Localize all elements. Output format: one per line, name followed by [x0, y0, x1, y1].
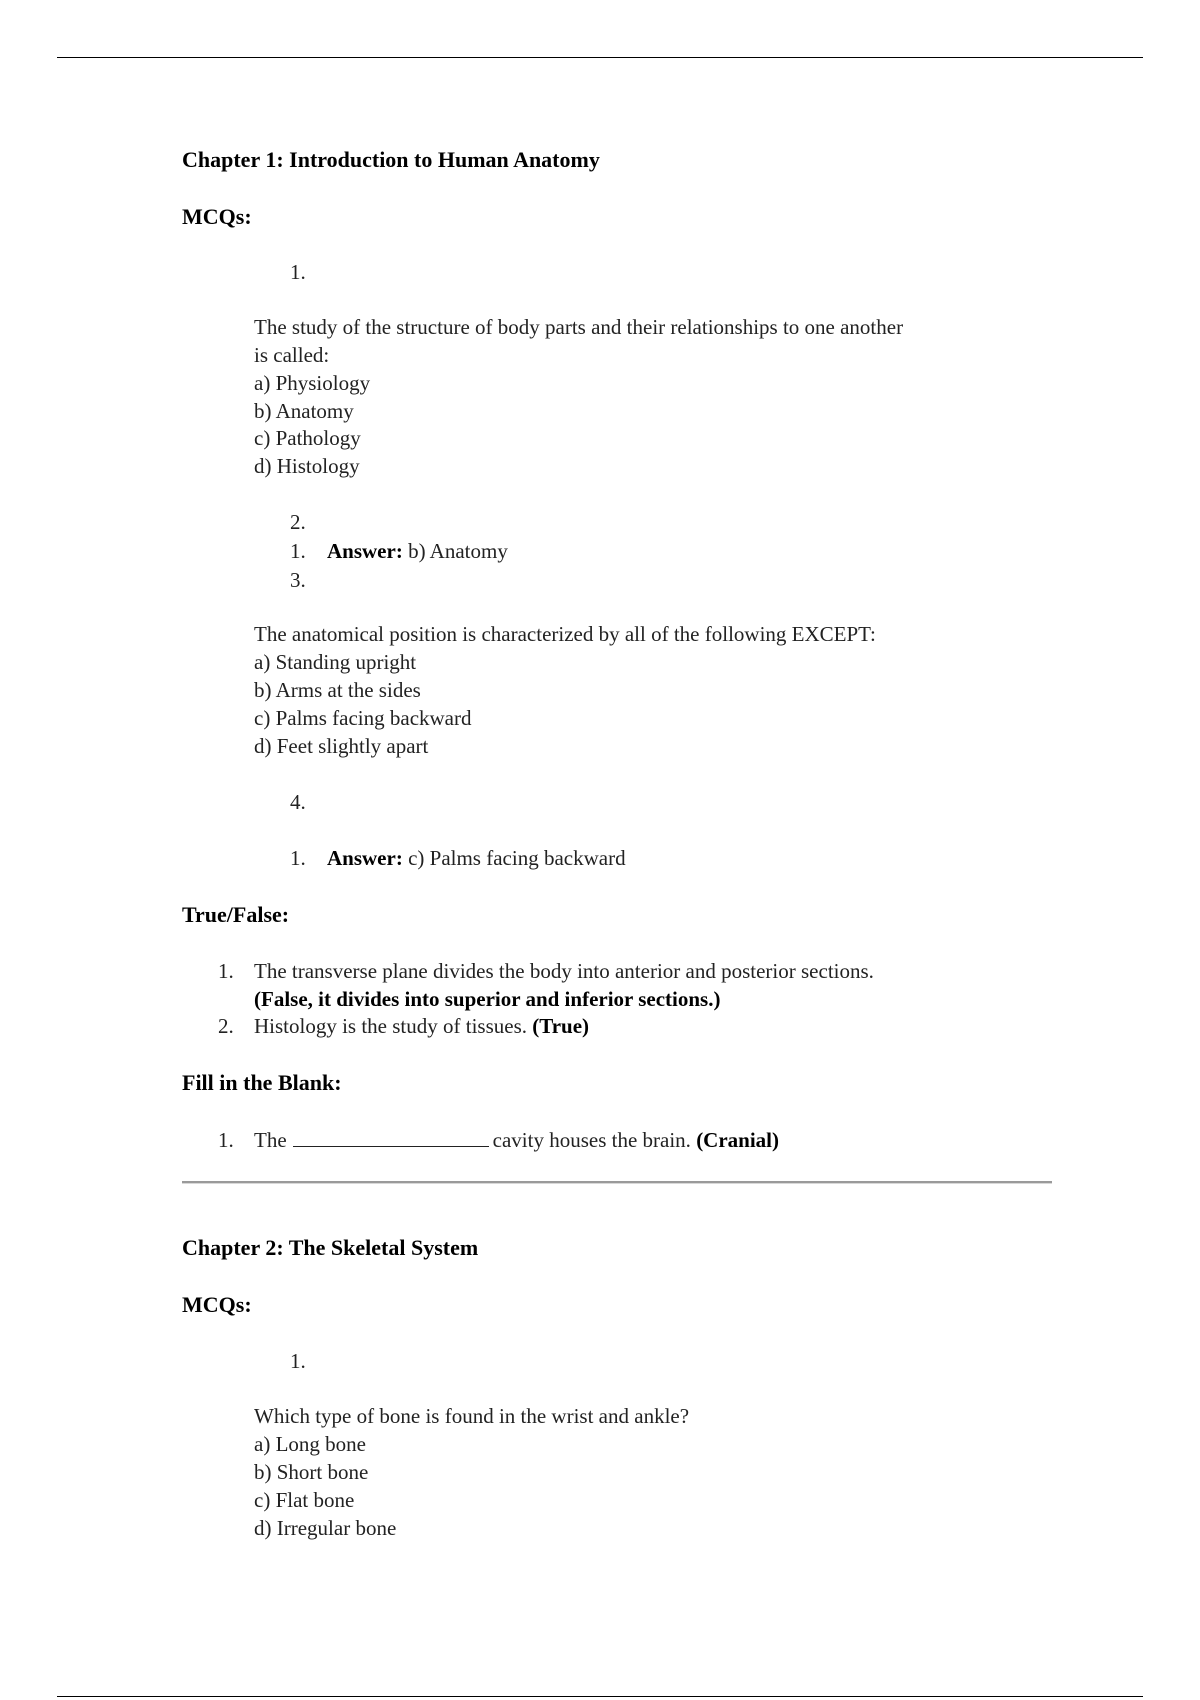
tf-answer-bold: (True)	[532, 1014, 590, 1038]
chapter-1-mcq-heading: MCQs:	[182, 204, 252, 229]
question-text-line: Which type of bone is found in the wrist and ankle?	[254, 1404, 690, 1428]
tf-item-line	[254, 1012, 589, 1040]
option-a: a) Physiology	[254, 371, 371, 395]
question-text-line: is called:	[254, 343, 330, 367]
list-number: 4.	[290, 790, 306, 814]
answer-label: Answer:	[327, 846, 403, 870]
fill-answer: (Cranial)	[696, 1128, 780, 1152]
answer-line	[327, 844, 626, 872]
question-number: 1.	[290, 1349, 306, 1373]
tf-answer-bold: (False, it divides into superior and inferior sections.)	[254, 987, 721, 1011]
option-a: a) Standing upright	[254, 650, 417, 674]
list-number: 3.	[290, 568, 306, 592]
option-b: b) Anatomy	[254, 399, 354, 423]
option-a: a) Long bone	[254, 1432, 366, 1456]
fill-after: cavity houses the brain.	[492, 1128, 697, 1152]
chapter-2-title: Chapter 2: The Skeletal System	[182, 1235, 479, 1260]
tf-item-number: 1.	[218, 959, 234, 983]
fill-before: The	[254, 1128, 287, 1152]
answer-number: 1.	[290, 539, 306, 563]
true-false-heading: True/False:	[182, 902, 290, 927]
answer-line	[327, 537, 508, 565]
answer-number: 1.	[290, 846, 306, 870]
page-top-rule	[57, 57, 1143, 58]
blank-line	[293, 1128, 489, 1147]
question-number: 1.	[290, 260, 306, 284]
option-b: b) Short bone	[254, 1460, 369, 1484]
answer-text: c) Palms facing backward	[402, 846, 626, 870]
question-text-line: The study of the structure of body parts and their relationships to one another	[254, 315, 904, 339]
option-d: d) Feet slightly apart	[254, 734, 429, 758]
option-d: d) Histology	[254, 454, 360, 478]
tf-item-answer	[254, 985, 720, 1013]
answer-text: b) Anatomy	[402, 539, 508, 563]
option-c: c) Flat bone	[254, 1488, 355, 1512]
question-text-line: The anatomical position is characterized by all of the following EXCEPT:	[254, 622, 876, 646]
option-b: b) Arms at the sides	[254, 678, 421, 702]
answer-label: Answer:	[327, 539, 403, 563]
option-c: c) Pathology	[254, 426, 361, 450]
option-d: d) Irregular bone	[254, 1516, 397, 1540]
fill-blank-heading: Fill in the Blank:	[182, 1070, 342, 1095]
fill-item-number: 1.	[218, 1128, 234, 1152]
option-c: c) Palms facing backward	[254, 706, 472, 730]
tf-item-statement: Histology is the study of tissues.	[254, 1014, 533, 1038]
chapter-1-title: Chapter 1: Introduction to Human Anatomy	[182, 147, 600, 172]
section-divider	[182, 1181, 1052, 1184]
chapter-2-mcq-heading: MCQs:	[182, 1292, 252, 1317]
list-number: 2.	[290, 510, 306, 534]
page-bottom-rule	[57, 1696, 1143, 1697]
tf-item-statement: The transverse plane divides the body into anterior and posterior sections.	[254, 959, 874, 983]
tf-item-number: 2.	[218, 1014, 234, 1038]
fill-item-line	[254, 1126, 779, 1154]
